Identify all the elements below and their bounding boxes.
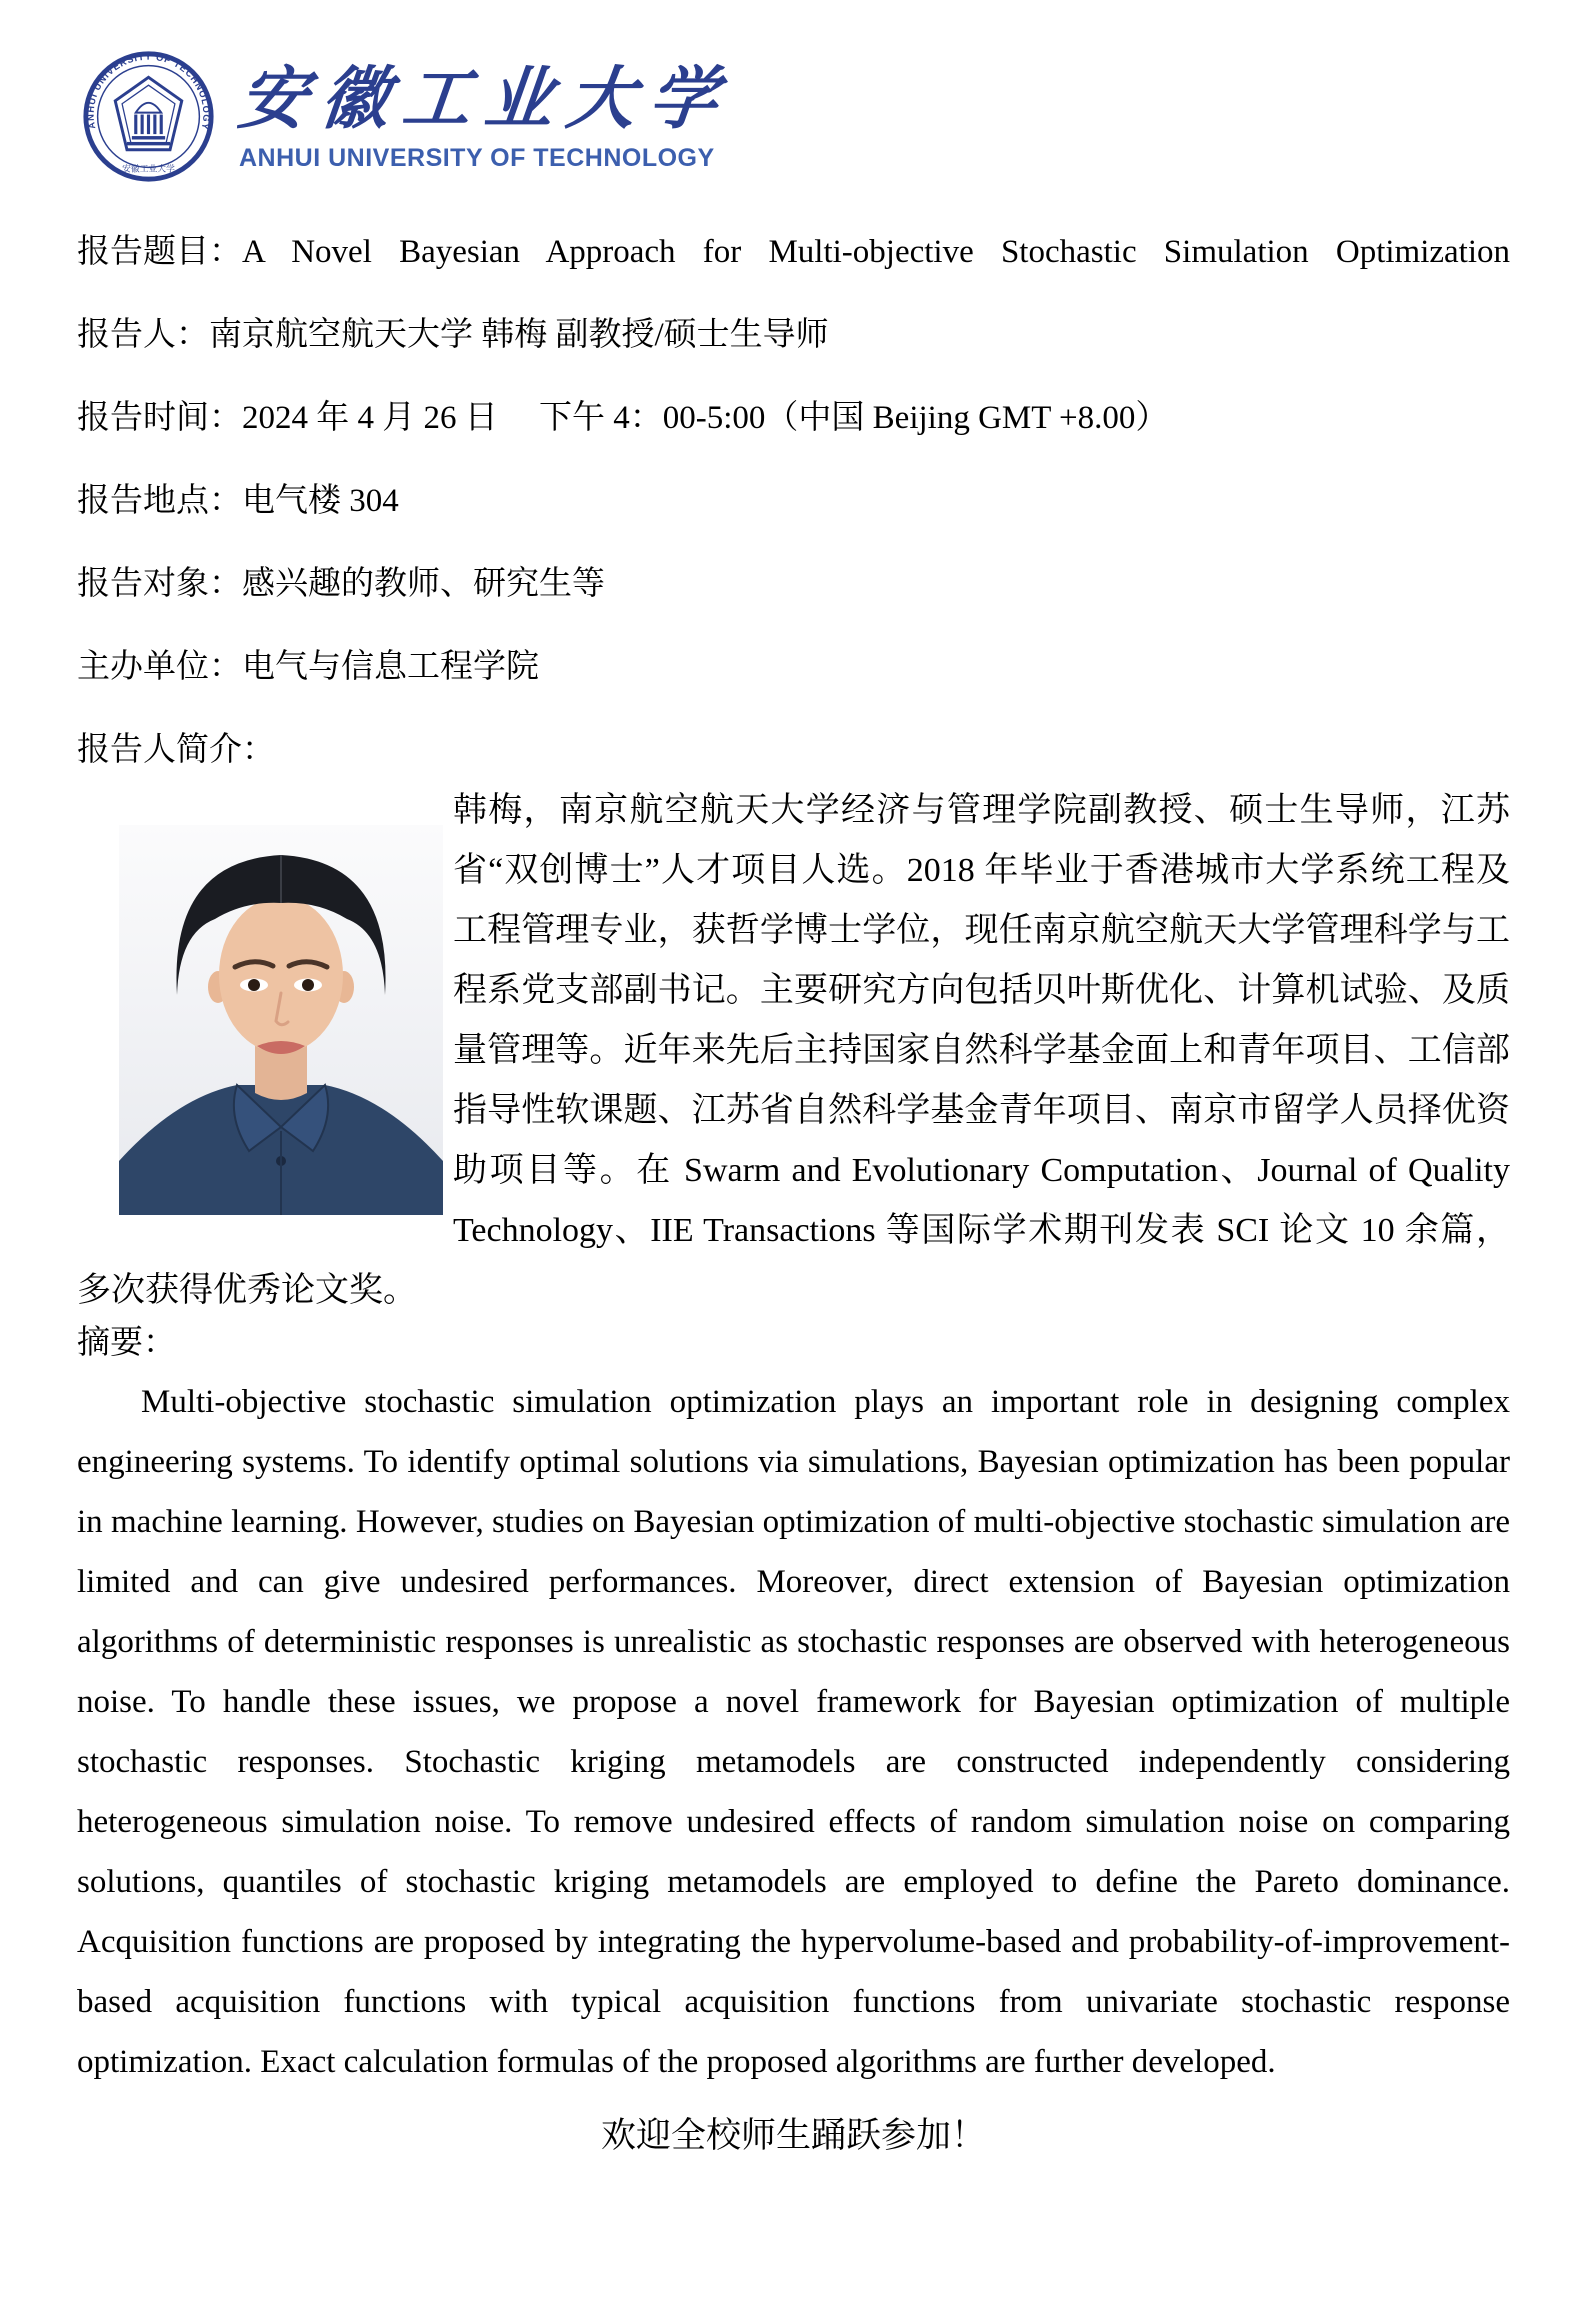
bio-heading: 报告人简介： (77, 732, 275, 768)
bio-text: 韩梅，南京航空航天大学经济与管理学院副教授、硕士生导师，江苏省“双创博士”人才项目人选。2018 年毕业于香港城市大学系统工程及工程管理专业，获哲学博士学位，现任南京航空航天大学管理科学与工程系党支部副书记。主要研究方向包括贝叶斯优化、计算机试验、及质量管理等。近年来先后主持国家自然科学基金面上和青年项目、工信部指导性软课题、江苏省自然科学基金青年项目、南京市留学人员择优资助项目等。在 Swarm and Evolutionary Computation、Journal of Quality Technology、IIE Transactions 等国际学术期刊发表 SCI 论文 10 余篇，多次获得优秀论文奖。 (77, 792, 1510, 1309)
seal-bottom-text: 安徽工业大学 (122, 163, 175, 174)
speaker-label: 报告人： (77, 317, 209, 353)
speaker-photo (119, 825, 443, 1215)
time-value: 2024 年 4 月 26 日 下午 4：00-5:00（中国 Beijing GMT +8.00） (242, 400, 1169, 436)
location-line (77, 481, 1510, 522)
audience-value: 感兴趣的教师、研究生等 (242, 566, 605, 602)
audience-label: 报告对象： (77, 566, 242, 602)
speaker-bio (77, 781, 1510, 1321)
university-name-zh: 安徽工业大学 (235, 61, 736, 137)
seminar-title-line (77, 232, 1510, 273)
footer-invitation: 欢迎全校师生踊跃参加！ (600, 2116, 986, 2155)
speaker-value: 南京航空航天大学 韩梅 副教授/硕士生导师 (209, 317, 829, 353)
university-name-en: ANHUI UNIVERSITY OF TECHNOLOGY (239, 144, 715, 172)
seminar-announcement-page (0, 48, 1587, 2158)
location-value: 电气楼 304 (242, 483, 399, 519)
abstract-text: Multi-objective stochastic simulation optimization plays an important role in designing complex engineering systems. To identify optimal solutions via simulations, Bayesian optimization has been popular in machine learning. However, studies on Bayesian optimization of multi-objective stochastic simulation are limited and can give undesired performances. Moreover, direct extension of Bayesian optimization algorithms of deterministic responses is unrealistic as stochastic responses are observed with heterogeneous noise. To handle these issues, we propose a novel framework for Bayesian optimization of multiple stochastic responses. Stochastic kriging metamodels are constructed independently considering heterogeneous simulation noise. To remove undesired effects of random simulation noise on comparing solutions, quantiles of stochastic kriging metamodels are employed to define the Pareto dominance. Acquisition functions are proposed by integrating the hypervolume-based and probability-of-improvement-based acquisition functions with typical acquisition functions from univariate stochastic response optimization. Exact calculation formulas of the proposed algorithms are further developed. (77, 1384, 1510, 2080)
time-label: 报告时间： (77, 400, 242, 436)
university-brand (235, 48, 736, 173)
time-line (77, 398, 1510, 439)
university-logo-header (80, 48, 1510, 188)
organizer-label: 主办单位： (77, 649, 242, 685)
audience-line (77, 564, 1510, 605)
location-label: 报告地点： (77, 483, 242, 519)
organizer-line (77, 647, 1510, 688)
title-value: A Novel Bayesian Approach for Multi-objective Stochastic Simulation Optimization (242, 234, 1510, 270)
university-seal-icon (80, 48, 217, 185)
speaker-line (77, 315, 1510, 356)
title-label: 报告题目： (77, 234, 242, 270)
seminar-info (77, 232, 1510, 771)
abstract-heading: 摘要： (77, 1325, 176, 1361)
organizer-value: 电气与信息工程学院 (242, 649, 539, 685)
seal-arc-text: ANHUI UNIVERSITY OF TECHNOLOGY (85, 51, 212, 132)
